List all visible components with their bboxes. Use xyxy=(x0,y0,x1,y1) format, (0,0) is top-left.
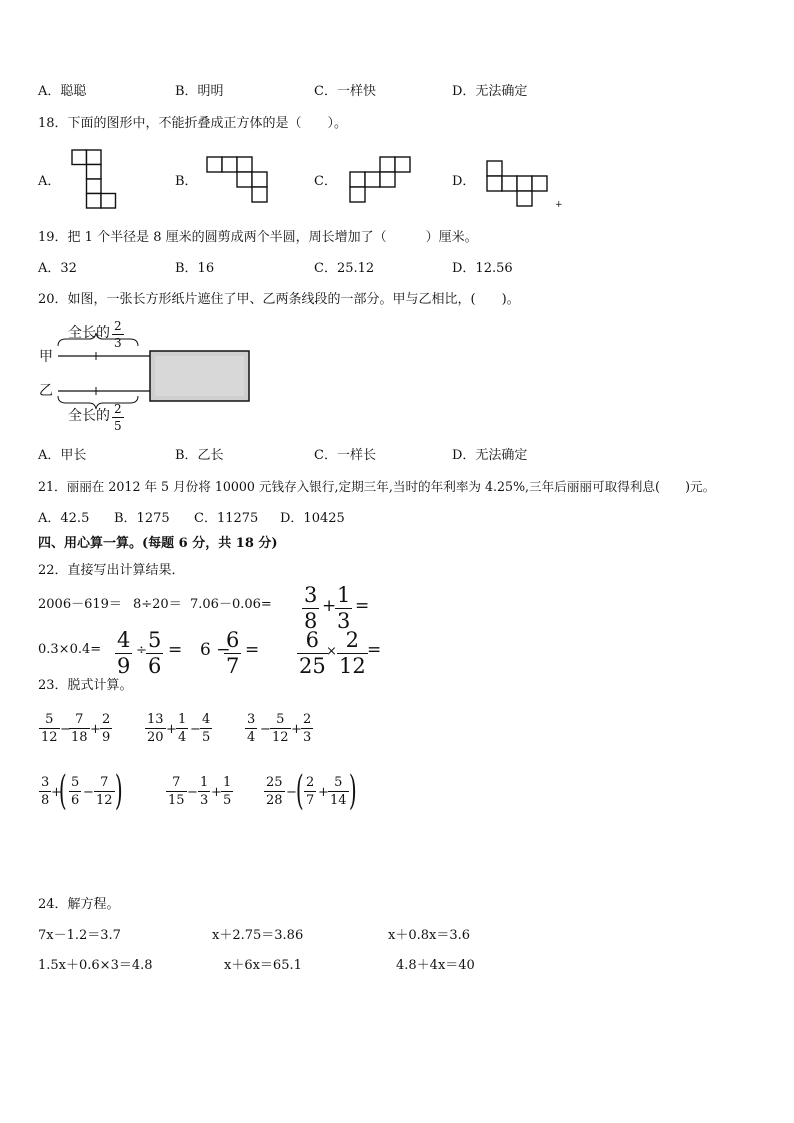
q22-frac-4-9 xyxy=(116,630,131,677)
plus-sign: + xyxy=(90,722,101,737)
denominator: 9 xyxy=(117,654,131,678)
denominator: 3 xyxy=(303,730,312,745)
q19-option-d: D．12.56 xyxy=(452,261,513,276)
q24-eq-5: x＋6x＝65.1 xyxy=(224,958,302,973)
numerator: 25 xyxy=(266,775,283,790)
denominator: 12 xyxy=(96,793,113,808)
q24-eq-1: 7x－1.2＝3.7 xyxy=(38,928,121,943)
q23-r1e3-f3 xyxy=(302,713,312,744)
minus-sign: − xyxy=(187,785,198,800)
q20-stem: 20．如图，一张长方形纸片遮住了甲、乙两条线段的一部分。甲与乙相比，( )。 xyxy=(38,292,520,307)
numerator: 13 xyxy=(147,712,164,727)
numerator: 7 xyxy=(75,712,84,727)
numerator: 2 xyxy=(303,712,312,727)
plus-sign: + xyxy=(322,596,337,616)
q18-option-d: D． xyxy=(452,174,476,189)
denominator: 3 xyxy=(337,609,351,633)
numerator: 1 xyxy=(223,775,232,790)
q23-r2e3-f1 xyxy=(265,776,284,807)
equals-sign: = xyxy=(355,596,370,616)
denominator: 8 xyxy=(41,793,50,808)
q23-r2e2-f2 xyxy=(199,776,209,807)
q23-r1e1-f3 xyxy=(101,713,111,744)
divide-sign: ÷ xyxy=(136,643,147,658)
left-paren: ( xyxy=(295,768,304,814)
numerator: 6 xyxy=(305,628,320,652)
denominator: 7 xyxy=(226,654,240,678)
q20-option-a: A．甲长 xyxy=(38,448,87,463)
minus-sign: − xyxy=(60,722,71,737)
label-yi: 乙 xyxy=(39,383,53,399)
q24-eq-3: x＋0.8x＝3.6 xyxy=(388,928,471,943)
q21-stem: 21．丽丽在 2012 年 5 月份将 10000 元钱存入银行,定期三年,当时的年利率为 4.25%,三年后丽丽可取得利息( )元。 xyxy=(38,479,716,494)
q23-r1e1-f1 xyxy=(40,713,59,744)
q22-frac-1-3 xyxy=(336,585,351,632)
q22-expr-1: 2006－619＝ xyxy=(38,597,122,612)
q19-option-a: A．32 xyxy=(38,261,77,276)
q21-option-b: B．1275 xyxy=(114,511,170,526)
numerator: 5 xyxy=(45,712,54,727)
denominator: 15 xyxy=(168,793,185,808)
q22-expr-3: 7.06－0.06= xyxy=(190,597,272,612)
q18-option-a: A． xyxy=(38,174,61,189)
numerator: 5 xyxy=(334,775,343,790)
numerator: 7 xyxy=(172,775,181,790)
denominator: 4 xyxy=(247,730,256,745)
q18-option-b: B． xyxy=(175,174,198,189)
q18-option-c: C． xyxy=(314,174,337,189)
denominator: 12 xyxy=(41,730,58,745)
numerator: 1 xyxy=(337,583,351,607)
q23-r2e1-f2 xyxy=(70,776,80,807)
equals-sign: = xyxy=(367,640,382,660)
denominator: 12 xyxy=(272,730,289,745)
section-4-heading: 四、用心算一算。(每题 6 分，共 18 分) xyxy=(38,536,278,551)
plus-sign: + xyxy=(291,722,302,737)
right-paren: ) xyxy=(348,768,357,814)
q17-option-a: A．聪聪 xyxy=(38,84,87,99)
top-fraction-den: 3 xyxy=(114,336,122,350)
denominator: 5 xyxy=(223,793,232,808)
numerator: 2 xyxy=(102,712,111,727)
q22-frac-5-6 xyxy=(147,630,162,677)
stray-marker: + xyxy=(555,200,563,210)
q23-stem: 23．脱式计算。 xyxy=(38,678,133,693)
q20-option-b: B．乙长 xyxy=(175,448,224,463)
q22-expr-2: 8÷20＝ xyxy=(133,597,182,612)
numerator: 2 xyxy=(345,628,360,652)
numerator: 5 xyxy=(148,628,162,652)
minus-sign: − xyxy=(190,722,201,737)
q17-option-b: B．明明 xyxy=(175,84,224,99)
q19-option-b: B．16 xyxy=(175,261,215,276)
q22-frac-6-7 xyxy=(225,630,240,677)
right-paren: ) xyxy=(114,768,123,814)
numerator: 3 xyxy=(304,583,318,607)
q20-option-c: C．一样长 xyxy=(314,448,376,463)
bottom-fraction xyxy=(113,403,123,432)
q22-stem: 22．直接写出计算结果． xyxy=(38,563,185,578)
top-whole-label: 全长的 xyxy=(68,325,110,341)
numerator: 3 xyxy=(247,712,256,727)
plus-sign: + xyxy=(51,785,62,800)
denominator: 25 xyxy=(299,654,326,678)
q22-frac-6-25 xyxy=(298,630,327,677)
q24-eq-6: 4.8＋4x＝40 xyxy=(396,958,475,973)
numerator: 7 xyxy=(100,775,109,790)
q17-option-c: C．一样快 xyxy=(314,84,376,99)
denominator: 20 xyxy=(147,730,164,745)
q21-option-a: A．42.5 xyxy=(38,511,90,526)
denominator: 6 xyxy=(71,793,80,808)
bottom-fraction-den: 5 xyxy=(114,419,122,433)
denominator: 8 xyxy=(304,609,318,633)
equals-sign: = xyxy=(245,640,260,660)
q24-eq-4: 1.5x＋0.6×3＝4.8 xyxy=(38,958,153,973)
denominator: 18 xyxy=(71,730,88,745)
numerator: 4 xyxy=(202,712,211,727)
q24-eq-2: x＋2.75＝3.86 xyxy=(212,928,304,943)
q23-r2e1-f1 xyxy=(40,776,50,807)
equals-sign: = xyxy=(168,640,183,660)
label-jia: 甲 xyxy=(39,349,53,365)
numerator: 3 xyxy=(41,775,50,790)
q21-option-c: C．11275 xyxy=(194,511,259,526)
denominator: 5 xyxy=(202,730,211,745)
numerator: 2 xyxy=(306,775,315,790)
bottom-whole-label: 全长的 xyxy=(68,408,110,424)
minus-sign: − xyxy=(83,785,94,800)
q22-frac-2-12 xyxy=(338,630,367,677)
q23-r2e2-f3 xyxy=(222,776,232,807)
numerator: 6 xyxy=(226,628,240,652)
q22-six-minus: 6 − xyxy=(200,640,231,660)
q23-r1e2-f2 xyxy=(177,713,187,744)
numerator: 5 xyxy=(276,712,285,727)
q19-option-c: C．25.12 xyxy=(314,261,375,276)
q20-option-d: D．无法确定 xyxy=(452,448,528,463)
numerator: 1 xyxy=(200,775,209,790)
q23-r2e2-f1 xyxy=(167,776,186,807)
q22-expr-5: 0.3×0.4= xyxy=(38,642,102,657)
bottom-fraction-num: 2 xyxy=(114,402,122,416)
q22-frac-3-8 xyxy=(303,585,318,632)
q19-stem: 19．把 1 个半径是 8 厘米的圆剪成两个半圆，周长增加了（ ）厘米。 xyxy=(38,230,478,245)
q21-option-d: D．10425 xyxy=(280,511,345,526)
denominator: 3 xyxy=(200,793,209,808)
denominator: 12 xyxy=(339,654,366,678)
plus-sign: + xyxy=(211,785,222,800)
denominator: 7 xyxy=(306,793,315,808)
minus-sign: − xyxy=(286,785,297,800)
minus-sign: − xyxy=(260,722,271,737)
numerator: 5 xyxy=(71,775,80,790)
q24-stem: 24．解方程。 xyxy=(38,897,120,912)
q17-option-d: D．无法确定 xyxy=(452,84,528,99)
numerator: 4 xyxy=(117,628,131,652)
q23-r1e1-f2 xyxy=(70,713,89,744)
times-sign: × xyxy=(326,644,337,659)
top-fraction xyxy=(113,320,123,349)
plus-sign: + xyxy=(166,722,177,737)
q23-r2e1-f3 xyxy=(95,776,114,807)
top-fraction-num: 2 xyxy=(114,319,122,333)
q23-r2e3-f2 xyxy=(305,776,315,807)
plus-sign: + xyxy=(318,785,329,800)
q23-r1e3-f2 xyxy=(271,713,290,744)
q18-stem: 18．下面的图形中，不能折叠成正方体的是（ ）。 xyxy=(38,116,348,131)
q23-r1e2-f1 xyxy=(146,713,165,744)
denominator: 4 xyxy=(178,730,187,745)
denominator: 9 xyxy=(102,730,111,745)
left-paren: ( xyxy=(58,768,67,814)
q23-r1e2-f3 xyxy=(201,713,211,744)
denominator: 28 xyxy=(266,793,283,808)
denominator: 6 xyxy=(148,654,162,678)
q23-r2e3-f3 xyxy=(329,776,348,807)
numerator: 1 xyxy=(178,712,187,727)
denominator: 14 xyxy=(330,793,347,808)
q23-r1e3-f1 xyxy=(246,713,256,744)
